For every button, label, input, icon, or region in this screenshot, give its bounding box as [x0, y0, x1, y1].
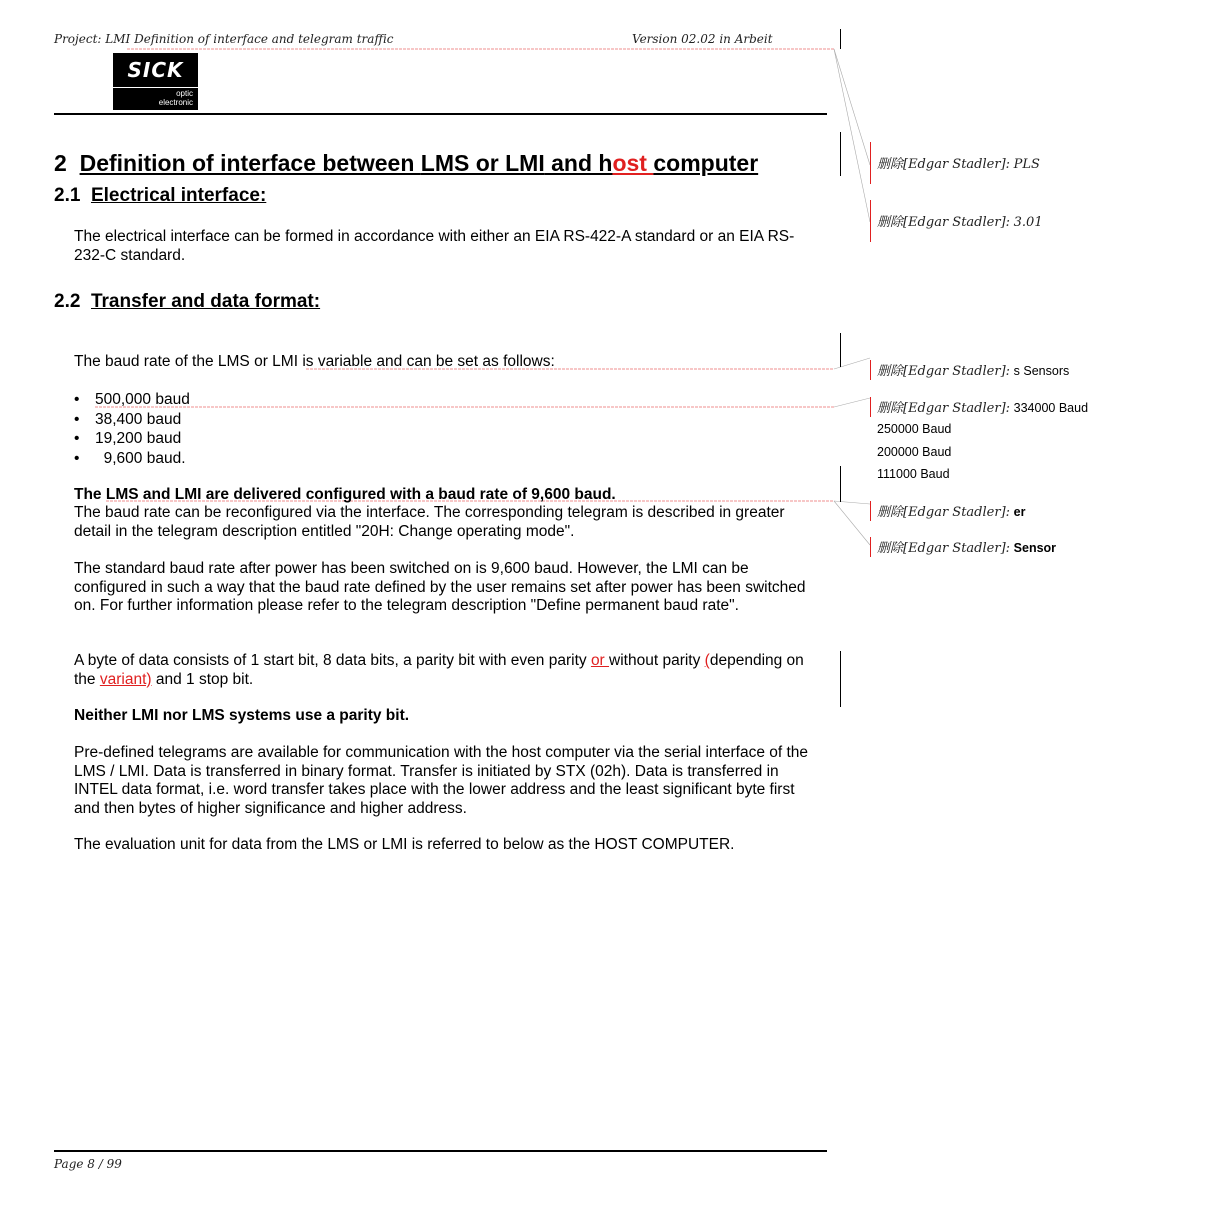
comment-deletion[interactable]: 删除[Edgar Stadler]: Sensor: [877, 541, 1057, 556]
comment-bar: [870, 501, 871, 521]
change-bar: [840, 466, 841, 502]
sick-logo: [113, 53, 198, 110]
comment-deletion[interactable]: 删除[Edgar Stadler]: PLS: [877, 157, 1040, 172]
comment-line: 250000 Baud: [877, 422, 952, 436]
logo-line2: electronic: [158, 98, 193, 107]
section-number: 2.2: [54, 291, 81, 312]
chapter-title-part5: computer: [653, 150, 759, 176]
comment-line: 111000 Baud: [877, 467, 950, 481]
section-title: Transfer and data format:: [90, 291, 321, 312]
list-item: • 19,200 baud: [74, 430, 182, 447]
comment-bar: [870, 397, 871, 417]
chapter-title-part3: and h: [544, 150, 613, 176]
comment-deletion[interactable]: 删除[Edgar Stadler]: 334000 Baud: [877, 401, 1089, 416]
section-heading-2-2: [54, 291, 320, 313]
comment-bar: [870, 360, 871, 380]
chapter-number: 2: [54, 150, 67, 176]
paragraph-byte-format: A byte of data consists of 1 start bit, 8 data bits, a parity bit with even parity or without parity (depending on the variant) and 1 stop bit.: [74, 652, 804, 688]
comment-bar: [870, 200, 871, 242]
list-item: • 9,600 baud.: [74, 449, 186, 467]
change-bar: [840, 333, 841, 367]
chapter-title-part2: LMS or LMI: [420, 150, 545, 176]
list-item: • 500,000 baud: [74, 391, 190, 408]
list-item: • 38,400 baud: [74, 410, 182, 428]
footer-page-number: Page 8 / 99: [54, 1157, 122, 1171]
section-heading-2-1: [54, 185, 266, 207]
section-title: Electrical interface:: [90, 185, 267, 206]
chapter-heading: [54, 150, 758, 177]
comment-deletion[interactable]: 删除[Edgar Stadler]: er: [877, 505, 1026, 520]
comment-deletion[interactable]: 删除[Edgar Stadler]: 3.01: [877, 215, 1043, 230]
header-version: Version 02.02 in Arbeit: [632, 32, 773, 46]
logo-line1: optic: [176, 89, 193, 98]
change-bar: [840, 132, 841, 176]
paragraph-delivered: The LMS and LMI are delivered configured with a baud rate of 9,600 baud.: [74, 486, 616, 503]
section-number: 2.1: [54, 185, 81, 206]
paragraph-parity: Neither LMI nor LMS systems use a parity bit.: [74, 707, 410, 724]
paragraph-baud-intro: The baud rate of the LMS or LMI is variable and can be set as follows:: [74, 353, 555, 370]
comment-bar: [870, 142, 871, 184]
paragraph-standard-baud: The standard baud rate after power has been switched on is 9,600 baud. However, the LMI can be configured in such a way that the baud rate defined by the user remains set after power has been switched on. For further information please refer to the telegram description "Define permanent baud rate".: [74, 560, 806, 614]
paragraph-predefined-telegrams: Pre-defined telegrams are available for communication with the host computer via the serial interface of the LMS / LMI. Data is transferred in binary format. Transfer is initiated by STX (02h). Data is transferred in INTEL data format, i.e. word transfer takes place with the lower address and the least significant byte first and then bytes of higher significance and higher address.: [74, 744, 809, 817]
paragraph-evaluation-unit: The evaluation unit for data from the LMS or LMI is referred to below as the HOST COMPUTER.: [74, 836, 735, 853]
chapter-title-inserted: ost: [612, 150, 654, 176]
header-rule: [54, 113, 827, 115]
baud-rate-list: [74, 390, 190, 468]
paragraph-electrical: The electrical interface can be formed in accordance with either an EIA RS-422-A standard or an EIA RS-232-C standard.: [74, 228, 795, 264]
paragraph-reconfigure: The baud rate can be reconfigured via the interface. The corresponding telegram is described in greater detail in the telegram description entitled "20H: Change operating mode".: [74, 504, 785, 540]
comment-bar: [870, 537, 871, 557]
change-bar: [840, 29, 841, 49]
logo-brand: SICK: [113, 53, 198, 88]
comment-deletion[interactable]: 删除[Edgar Stadler]: s Sensors: [877, 364, 1070, 379]
chapter-title-part1: Definition of interface between: [79, 150, 421, 176]
footer-rule: [54, 1150, 827, 1152]
change-bar: [840, 651, 841, 707]
comment-line: 200000 Baud: [877, 445, 952, 459]
header-project: Project: LMI Definition of interface and telegram traffic: [54, 32, 394, 46]
